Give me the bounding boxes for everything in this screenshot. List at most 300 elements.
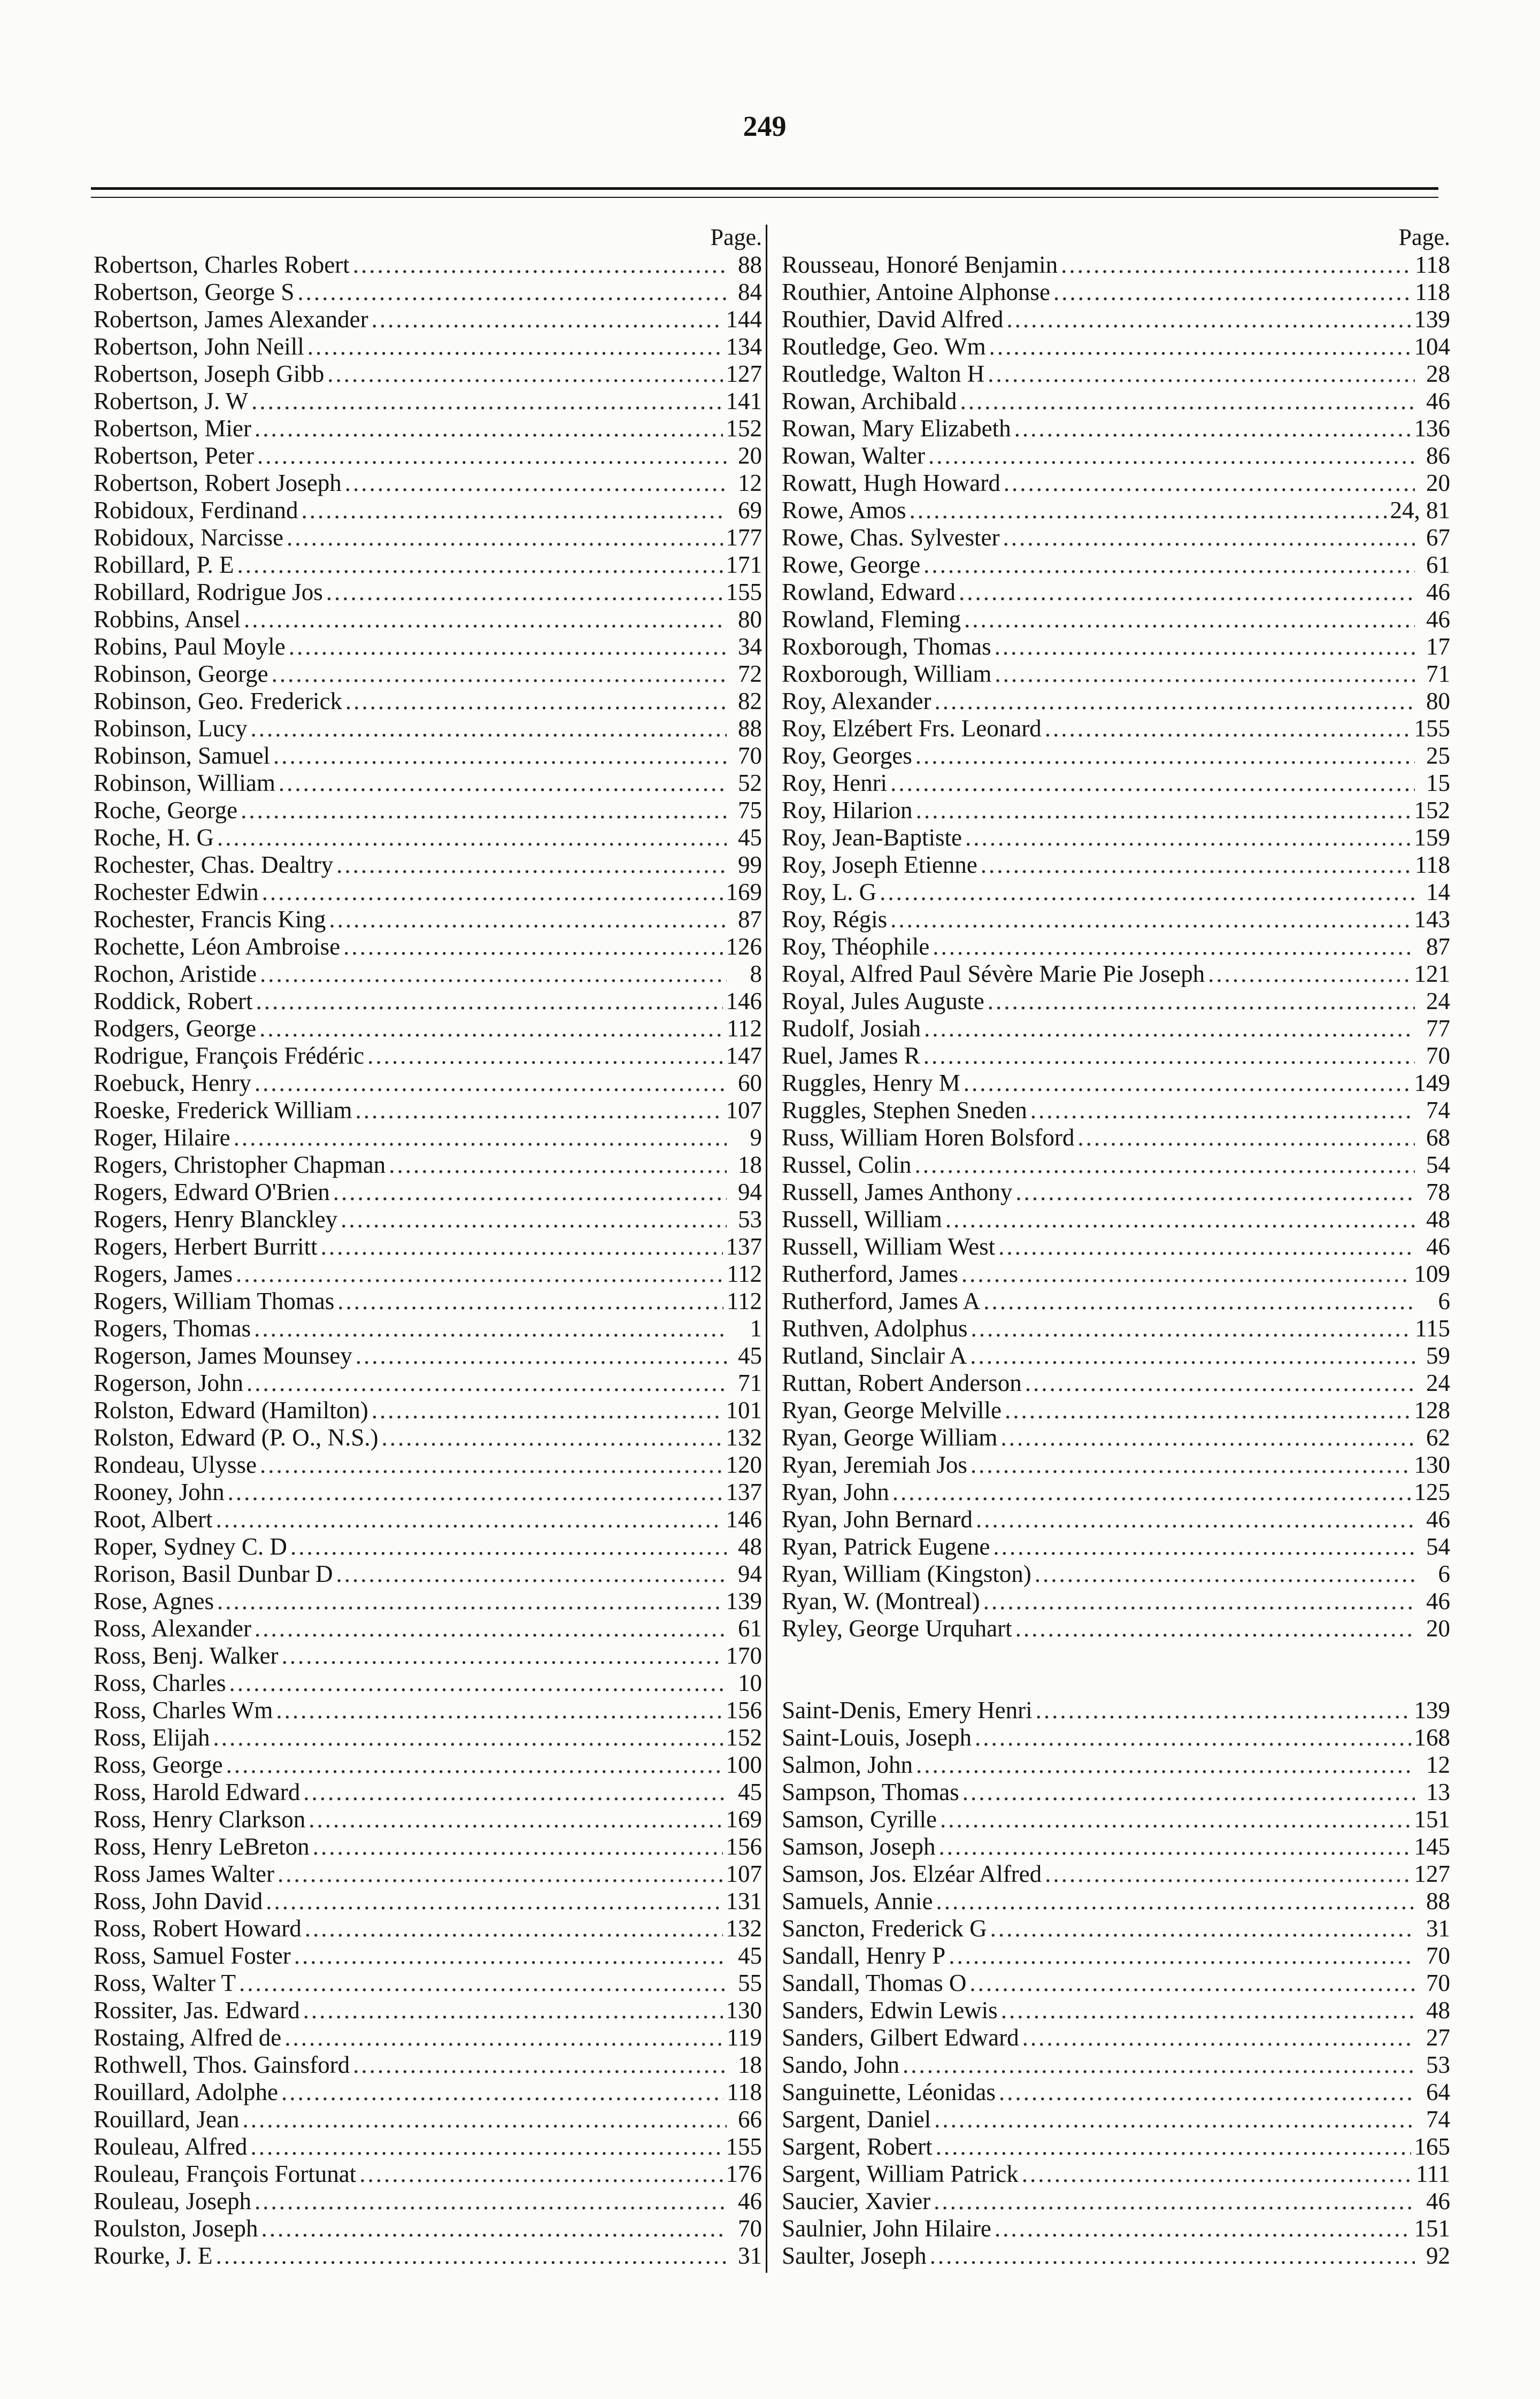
entry-name: Rousseau, Honoré Benjamin <box>782 251 1058 278</box>
entry-name: Robidoux, Narcisse <box>94 524 283 551</box>
entry-name: Ross, John David <box>94 1888 263 1914</box>
index-entry <box>782 1260 1450 1288</box>
entry-page: 80 <box>1426 688 1450 714</box>
index-entry <box>94 1588 762 1615</box>
entry-name: Rouleau, Joseph <box>94 2188 251 2215</box>
entry-page: 27 <box>1426 2024 1450 2051</box>
dot-leader <box>971 1451 1411 1479</box>
entry-name: Rodrigue, François Frédéric <box>94 1042 365 1069</box>
dot-leader <box>1004 470 1415 497</box>
entry-name: Ryan, W. (Montreal) <box>782 1588 980 1614</box>
dot-leader <box>964 1070 1411 1097</box>
dot-leader <box>1035 1560 1415 1588</box>
entry-page: 132 <box>726 1424 762 1451</box>
index-entry <box>94 879 762 906</box>
index-entry <box>782 1970 1450 1997</box>
entry-page: 69 <box>738 497 762 524</box>
entry-page: 152 <box>726 1724 762 1751</box>
index-entry <box>94 1288 762 1315</box>
index-entry <box>782 2079 1450 2106</box>
dot-leader <box>995 2215 1411 2242</box>
dot-leader <box>228 1479 723 1506</box>
entry-page: 155 <box>726 2133 762 2160</box>
dot-leader <box>343 933 722 960</box>
entry-page: 104 <box>1414 333 1450 360</box>
dot-leader <box>278 1860 722 1888</box>
entry-name: Root, Albert <box>94 1506 213 1533</box>
entry-name: Ryan, George Melville <box>782 1397 1002 1424</box>
entry-name: Roger, Hilaire <box>94 1124 230 1151</box>
dot-leader <box>241 797 727 824</box>
index-entry <box>94 1915 762 1942</box>
dot-leader <box>1014 415 1411 442</box>
index-entry <box>94 715 762 742</box>
entry-page: 45 <box>738 1942 762 1969</box>
dot-leader <box>999 2079 1415 2106</box>
entry-page: 17 <box>1426 633 1450 660</box>
index-entry <box>94 551 762 579</box>
entry-name: Roche, George <box>94 797 238 824</box>
entry-page: 146 <box>726 988 762 1014</box>
index-entry <box>94 415 762 442</box>
entry-page: 46 <box>1426 1506 1450 1533</box>
index-entry <box>782 2242 1450 2270</box>
dot-leader <box>327 360 722 388</box>
entry-name: Ryan, Patrick Eugene <box>782 1533 990 1560</box>
index-entry <box>94 1506 762 1533</box>
entry-page: 145 <box>1414 1833 1450 1860</box>
entry-page: 59 <box>1426 1342 1450 1369</box>
index-entry <box>782 906 1450 933</box>
dot-leader <box>1022 2160 1413 2188</box>
entry-page: 61 <box>738 1615 762 1642</box>
dot-leader <box>303 1997 723 2024</box>
entry-page: 46 <box>1426 1588 1450 1614</box>
entry-page: 31 <box>1426 1915 1450 1942</box>
dot-leader <box>345 688 727 715</box>
entry-name: Rowe, George <box>782 551 921 578</box>
entry-name: Roy, Georges <box>782 742 912 769</box>
entry-page: 118 <box>727 2079 762 2105</box>
index-entry <box>94 688 762 715</box>
dot-leader <box>359 2160 722 2188</box>
dot-leader <box>962 1779 1415 1806</box>
index-entry <box>782 770 1450 797</box>
entry-name: Saint-Louis, Joseph <box>782 1724 972 1751</box>
index-entry <box>94 2133 762 2160</box>
section-spacer <box>782 1642 1450 1670</box>
dot-leader <box>923 1042 1415 1070</box>
entry-name: Rouleau, François Fortunat <box>94 2160 357 2187</box>
index-entry <box>94 279 762 306</box>
entry-page: 84 <box>738 279 762 305</box>
left-column <box>94 224 762 2270</box>
entry-name: Rochester Edwin <box>94 879 259 905</box>
index-entry <box>94 1097 762 1124</box>
left-entry-list <box>94 251 762 2270</box>
index-entry <box>782 279 1450 306</box>
dot-leader <box>333 1179 727 1206</box>
dot-leader <box>367 1042 722 1070</box>
entry-name: Ruel, James R <box>782 1042 920 1069</box>
entry-name: Ross, Henry LeBreton <box>94 1833 310 1860</box>
entry-name: Rodgers, George <box>94 1015 257 1042</box>
dot-leader <box>303 1779 727 1806</box>
dot-leader <box>1015 1179 1415 1206</box>
entry-page: 88 <box>738 251 762 278</box>
entry-name: Roy, Joseph Etienne <box>782 851 977 878</box>
index-entry <box>782 1451 1450 1479</box>
dot-leader <box>259 1015 723 1042</box>
entry-name: Sandall, Thomas O <box>782 1970 967 1996</box>
entry-name: Rogerson, John <box>94 1370 243 1396</box>
entry-name: Roy, L. G <box>782 879 877 905</box>
index-entry <box>94 1779 762 1806</box>
entry-page: 109 <box>1414 1260 1450 1287</box>
dot-leader <box>255 415 723 442</box>
entry-name: Robertson, Joseph Gibb <box>94 360 325 387</box>
index-entry <box>94 1042 762 1070</box>
index-entry <box>94 2242 762 2270</box>
entry-page: 120 <box>726 1451 762 1478</box>
entry-name: Ruthven, Adolphus <box>782 1315 968 1342</box>
entry-name: Rutland, Sinclair A <box>782 1342 967 1369</box>
entry-page: 169 <box>726 879 762 905</box>
dot-leader <box>239 1970 727 1997</box>
dot-leader <box>1015 1615 1415 1642</box>
entry-name: Routledge, Geo. Wm <box>782 333 986 360</box>
index-entry <box>94 579 762 606</box>
entry-page: 101 <box>726 1397 762 1424</box>
index-entry <box>782 1479 1450 1506</box>
dot-leader <box>916 1751 1415 1779</box>
entry-page: 107 <box>726 1097 762 1124</box>
index-entry <box>782 333 1450 360</box>
entry-name: Robbins, Ansel <box>94 606 241 633</box>
entry-page: 155 <box>1414 715 1450 742</box>
dot-leader <box>959 579 1415 606</box>
index-entry <box>94 524 762 551</box>
index-entry <box>94 660 762 688</box>
dot-leader <box>301 497 727 524</box>
dot-leader <box>995 660 1415 688</box>
entry-page: 46 <box>1426 2188 1450 2215</box>
entry-name: Robinson, Geo. Frederick <box>94 688 342 714</box>
entry-name: Rondeau, Ulysse <box>94 1451 257 1478</box>
dot-leader <box>290 1533 727 1560</box>
dot-leader <box>965 824 1411 851</box>
entry-name: Rolston, Edward (Hamilton) <box>94 1397 368 1424</box>
entry-page: 92 <box>1426 2242 1450 2269</box>
entry-page: 88 <box>1426 1888 1450 1914</box>
index-entry <box>94 906 762 933</box>
entry-page: 74 <box>1426 2106 1450 2133</box>
entry-name: Rochester, Francis King <box>94 906 326 933</box>
entry-name: Robillard, Rodrigue Jos <box>94 579 323 605</box>
index-entry <box>782 933 1450 960</box>
entry-page: 31 <box>738 2242 762 2269</box>
entry-page: 70 <box>1426 1970 1450 1996</box>
index-entry <box>782 497 1450 524</box>
dot-leader <box>326 579 723 606</box>
entry-name: Roy, Théophile <box>782 933 930 960</box>
dot-leader <box>892 1479 1411 1506</box>
index-entry <box>782 988 1450 1015</box>
dot-leader <box>933 933 1415 960</box>
entry-page: 53 <box>1426 2051 1450 2078</box>
index-entry <box>94 1806 762 1833</box>
entry-page: 151 <box>1414 1806 1450 1833</box>
entry-name: Rogers, Herbert Burritt <box>94 1233 318 1260</box>
dot-leader <box>321 1233 723 1260</box>
dot-leader <box>255 2188 727 2215</box>
index-entry <box>782 960 1450 988</box>
entry-name: Roy, Elzébert Frs. Leonard <box>782 715 1042 742</box>
index-entry <box>782 470 1450 497</box>
entry-name: Rothwell, Thos. Gainsford <box>94 2051 350 2078</box>
entry-name: Russ, William Horen Bolsford <box>782 1124 1075 1151</box>
index-entry <box>782 2215 1450 2242</box>
dot-leader <box>935 688 1415 715</box>
dot-leader <box>307 333 723 360</box>
entry-page: 169 <box>726 1806 762 1833</box>
entry-name: Ross, George <box>94 1751 223 1778</box>
entry-name: Ruttan, Robert Anderson <box>782 1370 1022 1396</box>
entry-page: 12 <box>738 470 762 496</box>
right-entry-list-r <box>782 251 1450 1642</box>
entry-page: 46 <box>1426 606 1450 633</box>
entry-page: 115 <box>1415 1315 1450 1342</box>
entry-page: 66 <box>738 2106 762 2133</box>
entry-name: Russel, Colin <box>782 1151 912 1178</box>
dot-leader <box>236 1260 723 1288</box>
entry-name: Rogers, Henry Blanckley <box>94 1206 338 1233</box>
entry-page: 54 <box>1426 1151 1450 1178</box>
index-entry <box>782 251 1450 279</box>
dot-leader <box>934 2188 1415 2215</box>
entry-page: 20 <box>738 442 762 469</box>
index-entry <box>94 2160 762 2188</box>
entry-name: Rooney, John <box>94 1479 225 1505</box>
entry-name: Roxborough, William <box>782 660 992 687</box>
entry-name: Ross, Samuel Foster <box>94 1942 291 1969</box>
entry-page: 171 <box>726 551 762 578</box>
index-entry <box>782 1233 1450 1260</box>
index-entry <box>782 1179 1450 1206</box>
entry-page: 136 <box>1414 415 1450 442</box>
entry-name: Rolston, Edward (P. O., N.S.) <box>94 1424 379 1451</box>
index-entry <box>94 1970 762 1997</box>
dot-leader <box>1005 1397 1411 1424</box>
entry-page: 111 <box>1415 2160 1450 2187</box>
entry-name: Roddick, Robert <box>94 988 253 1014</box>
entry-name: Saint-Denis, Emery Henri <box>782 1697 1033 1724</box>
entry-page: 177 <box>726 524 762 551</box>
entry-page: 155 <box>726 579 762 605</box>
entry-page: 82 <box>738 688 762 714</box>
entry-name: Ross, Henry Clarkson <box>94 1806 306 1833</box>
index-entry <box>94 933 762 960</box>
entry-name: Ryan, George William <box>782 1424 998 1451</box>
entry-page: 72 <box>738 660 762 687</box>
entry-name: Ryan, John <box>782 1479 889 1505</box>
right-column <box>782 224 1450 2270</box>
entry-page: 6 <box>1438 1560 1450 1587</box>
entry-name: Royal, Jules Auguste <box>782 988 984 1014</box>
entry-name: Sanders, Edwin Lewis <box>782 1997 998 2024</box>
dot-leader <box>1053 279 1412 306</box>
entry-page: 75 <box>738 797 762 824</box>
dot-leader <box>1003 524 1415 551</box>
index-entry <box>782 2133 1450 2160</box>
entry-name: Russell, William West <box>782 1233 996 1260</box>
dot-leader <box>356 1342 727 1370</box>
entry-page: 46 <box>1426 388 1450 414</box>
entry-name: Rogers, Edward O'Brien <box>94 1179 330 1205</box>
entry-name: Russell, William <box>782 1206 942 1233</box>
entry-page: 100 <box>726 1751 762 1778</box>
entry-page: 8 <box>750 960 762 987</box>
entry-name: Rowe, Amos <box>782 497 906 524</box>
dot-leader <box>353 2051 727 2079</box>
entry-name: Rowan, Walter <box>782 442 925 469</box>
dot-leader <box>990 1915 1415 1942</box>
index-entry <box>94 251 762 279</box>
entry-page: 55 <box>738 1970 762 1996</box>
dot-leader <box>287 524 723 551</box>
index-entry <box>782 442 1450 470</box>
entry-name: Robertson, George S <box>94 279 295 305</box>
entry-page: 170 <box>726 1642 762 1669</box>
index-entry <box>94 1833 762 1860</box>
index-entry <box>782 742 1450 770</box>
entry-page: 52 <box>738 770 762 796</box>
entry-page: 46 <box>1426 579 1450 605</box>
index-entry <box>782 1588 1450 1615</box>
entry-name: Rose, Agnes <box>94 1588 214 1614</box>
index-entry <box>782 2024 1450 2051</box>
entry-name: Robillard, P. E <box>94 551 234 578</box>
entry-name: Ryan, William (Kingston) <box>782 1560 1031 1587</box>
index-entry <box>782 1288 1450 1315</box>
left-column-page-header: Page. <box>710 224 762 250</box>
dot-leader <box>237 551 723 579</box>
entry-page: 48 <box>738 1533 762 1560</box>
dot-leader <box>261 2215 727 2242</box>
index-entry <box>94 1670 762 1697</box>
entry-page: 130 <box>726 1997 762 2024</box>
entry-name: Samson, Jos. Elzéar Alfred <box>782 1860 1042 1887</box>
entry-name: Roy, Alexander <box>782 688 931 714</box>
entry-page: 143 <box>1414 906 1450 933</box>
dot-leader <box>262 879 723 906</box>
entry-page: 71 <box>738 1370 762 1396</box>
dot-leader <box>382 1424 723 1451</box>
entry-page: 64 <box>1426 2079 1450 2105</box>
index-entry <box>782 2188 1450 2215</box>
dot-leader <box>226 1751 723 1779</box>
entry-page: 141 <box>726 388 762 414</box>
entry-name: Sargent, William Patrick <box>782 2160 1019 2187</box>
entry-page: 62 <box>1426 1424 1450 1451</box>
dot-leader <box>251 715 727 742</box>
entry-page: 70 <box>738 2215 762 2242</box>
entry-name: Roper, Sydney C. D <box>94 1533 287 1560</box>
index-entry <box>782 1506 1450 1533</box>
index-entry <box>94 1997 762 2024</box>
entry-page: 45 <box>738 824 762 851</box>
index-entry <box>782 1042 1450 1070</box>
entry-name: Routledge, Walton H <box>782 360 985 387</box>
index-entry <box>782 633 1450 660</box>
entry-name: Robins, Paul Moyle <box>94 633 286 660</box>
index-entry <box>94 1015 762 1042</box>
entry-name: Saulter, Joseph <box>782 2242 927 2269</box>
index-entry <box>782 360 1450 388</box>
entry-page: 168 <box>1414 1724 1450 1751</box>
dot-leader <box>217 824 727 851</box>
entry-name: Roy, Régis <box>782 906 888 933</box>
dot-leader <box>1022 2024 1415 2051</box>
dot-leader <box>975 1724 1411 1751</box>
entry-page: 119 <box>727 2024 762 2051</box>
entry-name: Rourke, J. E <box>94 2242 213 2269</box>
header-rule-thick <box>91 187 1438 190</box>
entry-page: 165 <box>1414 2133 1450 2160</box>
entry-name: Ryan, Jeremiah Jos <box>782 1451 967 1478</box>
dot-leader <box>940 1806 1411 1833</box>
entry-name: Rostaing, Alfred de <box>94 2024 282 2051</box>
dot-leader <box>276 1697 722 1724</box>
entry-page: 118 <box>1415 251 1450 278</box>
index-entry <box>94 606 762 633</box>
entry-name: Rowland, Fleming <box>782 606 961 633</box>
entry-name: Rowan, Mary Elizabeth <box>782 415 1011 442</box>
index-entry <box>94 1124 762 1151</box>
entry-page: 61 <box>1426 551 1450 578</box>
dot-leader <box>281 2079 723 2106</box>
entry-name: Sampson, Thomas <box>782 1779 959 1805</box>
entry-page: 86 <box>1426 442 1450 469</box>
entry-page: 147 <box>726 1042 762 1069</box>
entry-name: Robinson, William <box>94 770 275 796</box>
entry-name: Ross, Charles <box>94 1670 226 1696</box>
entry-name: Ruggles, Henry M <box>782 1070 960 1096</box>
entry-name: Robertson, John Neill <box>94 333 304 360</box>
entry-page: 70 <box>1426 1042 1450 1069</box>
entry-page: 121 <box>1414 960 1450 987</box>
entry-page: 134 <box>726 333 762 360</box>
entry-name: Robinson, George <box>94 660 268 687</box>
entry-page: 18 <box>738 2051 762 2078</box>
dot-leader <box>989 333 1411 360</box>
entry-name: Rogerson, James Mounsey <box>94 1342 352 1369</box>
entry-name: Saucier, Xavier <box>782 2188 931 2215</box>
index-entry <box>782 688 1450 715</box>
entry-page: 77 <box>1426 1015 1450 1042</box>
right-entry-list-s <box>782 1697 1450 2270</box>
dot-leader <box>216 1506 723 1533</box>
dot-leader <box>305 1915 723 1942</box>
page-number: 249 <box>743 110 787 142</box>
dot-leader <box>983 1588 1415 1615</box>
index-entry <box>782 606 1450 633</box>
dot-leader <box>372 306 723 333</box>
dot-leader <box>949 1942 1415 1970</box>
dot-leader <box>970 1342 1415 1370</box>
entry-name: Robertson, Charles Robert <box>94 251 350 278</box>
dot-leader <box>1061 251 1412 279</box>
